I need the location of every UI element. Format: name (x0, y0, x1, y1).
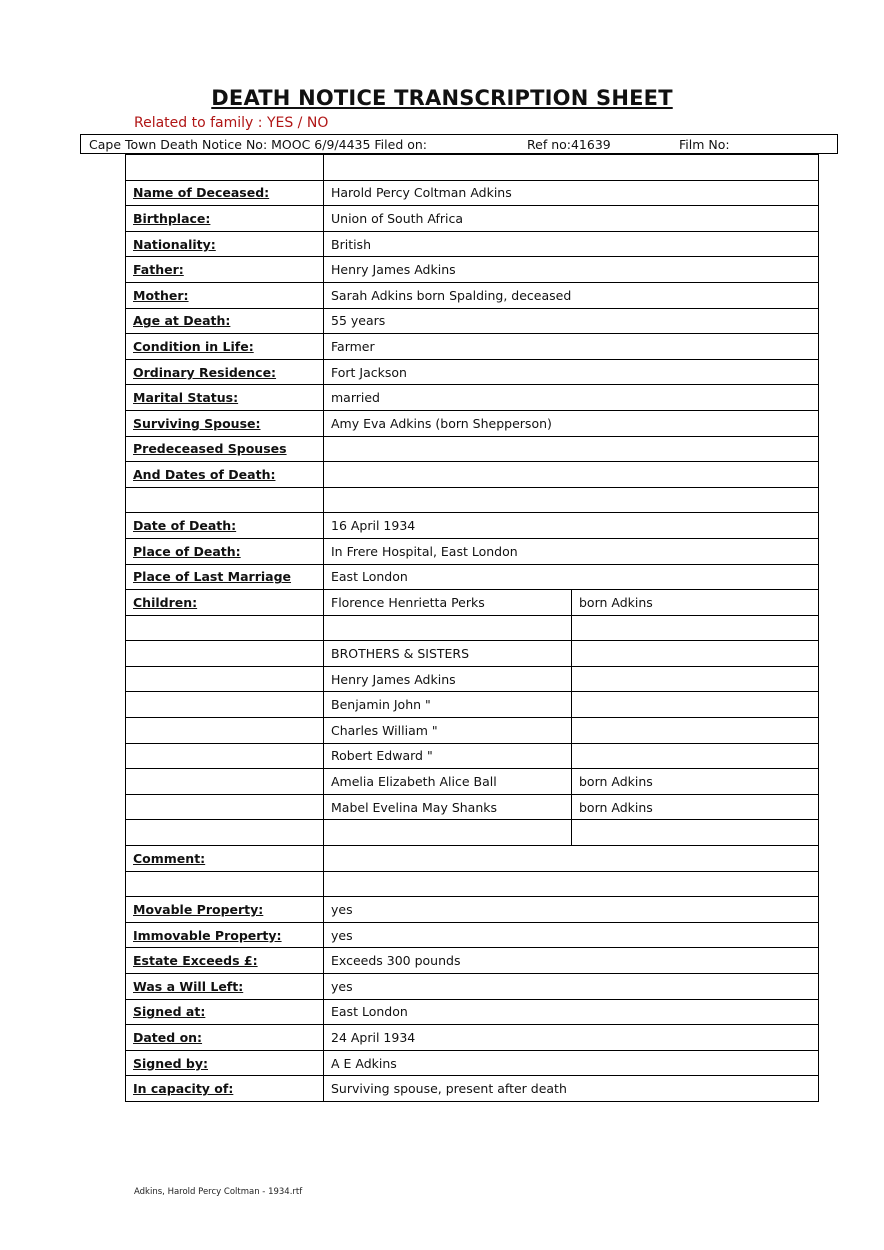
ref-number: Ref no:41639 (527, 137, 611, 152)
field-label: In capacity of: (126, 1076, 324, 1102)
table-row (126, 282, 819, 308)
relative-name: Benjamin John " (324, 692, 572, 718)
table-row (126, 231, 819, 257)
field-label: Birthplace: (126, 206, 324, 232)
field-value: Amy Eva Adkins (born Shepperson) (324, 410, 819, 436)
table-row (126, 846, 819, 872)
field-label: Marital Status: (126, 385, 324, 411)
table-row (126, 538, 819, 564)
field-label (126, 871, 324, 897)
field-label: Predeceased Spouses (126, 436, 324, 462)
field-value: In Frere Hospital, East London (324, 538, 819, 564)
field-label: Ordinary Residence: (126, 359, 324, 385)
field-label (126, 155, 324, 181)
table-row (126, 948, 819, 974)
field-label: Movable Property: (126, 897, 324, 923)
table-row (126, 1050, 819, 1076)
field-label (126, 794, 324, 820)
table-row (126, 180, 819, 206)
field-label (126, 769, 324, 795)
table-row (126, 385, 819, 411)
field-label: Comment: (126, 846, 324, 872)
field-label: Surviving Spouse: (126, 410, 324, 436)
relative-note: born Adkins (572, 794, 819, 820)
field-label: Father: (126, 257, 324, 283)
field-value: British (324, 231, 819, 257)
table-row (126, 257, 819, 283)
transcription-table (125, 154, 819, 1102)
field-value: East London (324, 999, 819, 1025)
field-label (126, 820, 324, 846)
related-to-family: Related to family : YES / NO (134, 115, 329, 131)
relative-note: born Adkins (572, 590, 819, 616)
field-label (126, 487, 324, 513)
relative-note (572, 820, 819, 846)
table-row (126, 410, 819, 436)
field-label: Immovable Property: (126, 922, 324, 948)
field-value: Surviving spouse, present after death (324, 1076, 819, 1102)
table-row (126, 718, 819, 744)
field-label: Place of Death: (126, 538, 324, 564)
table-row (126, 359, 819, 385)
relative-note (572, 615, 819, 641)
table-row (126, 436, 819, 462)
notice-header-row (80, 134, 838, 154)
table-row (126, 743, 819, 769)
field-value (324, 487, 819, 513)
field-label: And Dates of Death: (126, 462, 324, 488)
field-value: 24 April 1934 (324, 1025, 819, 1051)
field-label: Age at Death: (126, 308, 324, 334)
field-value: yes (324, 974, 819, 1000)
relative-note: born Adkins (572, 769, 819, 795)
field-label: Date of Death: (126, 513, 324, 539)
field-label: Estate Exceeds £: (126, 948, 324, 974)
relative-name: Amelia Elizabeth Alice Ball (324, 769, 572, 795)
table-row (126, 820, 819, 846)
field-label (126, 718, 324, 744)
table-row (126, 769, 819, 795)
field-value: Union of South Africa (324, 206, 819, 232)
footer-filename: Adkins, Harold Percy Coltman - 1934.rtf (134, 1187, 303, 1197)
field-label: Condition in Life: (126, 334, 324, 360)
relative-name: Charles William " (324, 718, 572, 744)
field-value (324, 436, 819, 462)
relative-note (572, 666, 819, 692)
relative-name (324, 615, 572, 641)
relative-note (572, 743, 819, 769)
table-row (126, 334, 819, 360)
field-label: Children: (126, 590, 324, 616)
field-value: yes (324, 897, 819, 923)
table-row (126, 871, 819, 897)
table-row (126, 897, 819, 923)
field-value (324, 871, 819, 897)
field-value: A E Adkins (324, 1050, 819, 1076)
field-value (324, 155, 819, 181)
table-row (126, 513, 819, 539)
table-row (126, 1025, 819, 1051)
relative-name: Mabel Evelina May Shanks (324, 794, 572, 820)
table-row (126, 615, 819, 641)
relative-name: Henry James Adkins (324, 666, 572, 692)
field-label: Signed by: (126, 1050, 324, 1076)
relative-note (572, 692, 819, 718)
relative-name: Robert Edward " (324, 743, 572, 769)
field-label: Mother: (126, 282, 324, 308)
relative-name: Florence Henrietta Perks (324, 590, 572, 616)
table-row (126, 1076, 819, 1102)
field-value: Harold Percy Coltman Adkins (324, 180, 819, 206)
field-label (126, 692, 324, 718)
relative-name (324, 820, 572, 846)
field-label (126, 615, 324, 641)
field-value (324, 846, 819, 872)
table-row (126, 487, 819, 513)
table-row (126, 922, 819, 948)
page-title: DEATH NOTICE TRANSCRIPTION SHEET (211, 86, 673, 110)
field-value: Exceeds 300 pounds (324, 948, 819, 974)
field-label: Nationality: (126, 231, 324, 257)
field-value: yes (324, 922, 819, 948)
table-row (126, 641, 819, 667)
field-label (126, 666, 324, 692)
field-value: Fort Jackson (324, 359, 819, 385)
field-label: Signed at: (126, 999, 324, 1025)
field-label: Was a Will Left: (126, 974, 324, 1000)
table-row (126, 206, 819, 232)
field-value: Sarah Adkins born Spalding, deceased (324, 282, 819, 308)
field-label (126, 743, 324, 769)
relative-note (572, 718, 819, 744)
table-row (126, 308, 819, 334)
field-value (324, 462, 819, 488)
field-label (126, 641, 324, 667)
field-value: married (324, 385, 819, 411)
field-value: Henry James Adkins (324, 257, 819, 283)
field-value: 16 April 1934 (324, 513, 819, 539)
table-row (126, 999, 819, 1025)
field-value: East London (324, 564, 819, 590)
field-value: Farmer (324, 334, 819, 360)
field-label: Place of Last Marriage (126, 564, 324, 590)
table-row (126, 564, 819, 590)
table-row (126, 462, 819, 488)
table-row (126, 974, 819, 1000)
field-value: 55 years (324, 308, 819, 334)
film-number: Film No: (679, 137, 730, 152)
table-row (126, 590, 819, 616)
table-row (126, 794, 819, 820)
table-row (126, 666, 819, 692)
table-row (126, 692, 819, 718)
notice-number: Cape Town Death Notice No: MOOC 6/9/4435 Filed on: (89, 137, 428, 152)
relative-name: BROTHERS & SISTERS (324, 641, 572, 667)
relative-note (572, 641, 819, 667)
field-label: Dated on: (126, 1025, 324, 1051)
field-label: Name of Deceased: (126, 180, 324, 206)
table-row (126, 155, 819, 181)
